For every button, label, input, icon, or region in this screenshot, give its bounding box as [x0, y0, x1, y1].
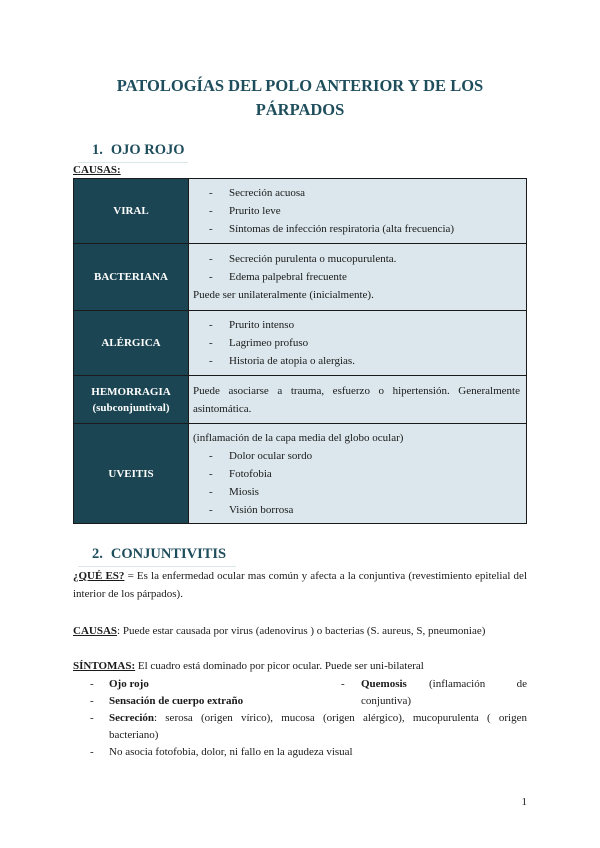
list-item: - Prurito intenso: [193, 316, 520, 334]
section-number: 2.: [92, 546, 103, 562]
symptom-cuerpo-extrano: Sensación de cuerpo extraño: [109, 695, 244, 707]
quemosis-text: (inflamación de conjuntiva): [361, 678, 527, 707]
section-underline: [78, 162, 188, 163]
table-row: [74, 424, 527, 524]
section-heading-ojo-rojo: [92, 142, 185, 159]
causas2-label: CAUSAS: [73, 625, 118, 637]
symptom-ojo-rojo: Ojo rojo: [109, 678, 149, 690]
secrecion-label: Secreción: [109, 712, 155, 724]
sintomas-paragraph: [73, 657, 527, 675]
list-item: - Edema palpebral frecuente: [193, 268, 520, 286]
section-heading-conjuntivitis: [92, 546, 226, 563]
que-es-paragraph: [73, 567, 527, 603]
list-item: - Secreción purulenta o mucopurulenta.: [193, 250, 520, 268]
list-item: - Prurito leve: [193, 202, 520, 220]
category-subtitle: (subconjuntival): [92, 401, 170, 414]
category-name: HEMORRAGIA: [91, 385, 171, 398]
que-es-text: = Es la enfermedad ocular mas común y afecta a la conjuntiva (revestimiento epitelial del interior de los párpados).: [73, 570, 527, 600]
category-cell: BACTERIANA: [74, 244, 189, 311]
description-cell: [189, 311, 527, 376]
que-es-label: ¿QUÉ ES?: [73, 570, 125, 582]
symptom-list: [73, 676, 527, 761]
description-note: (inflamación de la capa media del globo ocular): [193, 431, 404, 444]
list-item: - Miosis: [193, 483, 520, 501]
description-note: Puede ser unilateralmente (inicialmente).: [193, 289, 374, 301]
sintomas-intro: El cuadro está dominado por picor ocular. Puede ser uni-bilateral: [135, 660, 424, 672]
secrecion-text: : serosa (origen vírico), mucosa (origen alérgico), mucopurulenta ( origen bacteriano): [109, 712, 527, 741]
list-item: - Dolor ocular sordo: [193, 447, 520, 465]
causas-paragraph: [73, 622, 527, 640]
causas-label: CAUSAS:: [73, 164, 121, 176]
page-number: 1: [521, 796, 527, 808]
list-item: - Visión borrosa: [193, 501, 520, 519]
section-title: OJO ROJO: [110, 142, 185, 158]
sintomas-label: SÍNTOMAS:: [73, 660, 136, 672]
list-item: - Fotofobia: [193, 465, 520, 483]
table-row: [74, 179, 527, 244]
list-item: [73, 710, 527, 744]
table-row: [74, 311, 527, 376]
section-number: 1.: [92, 142, 103, 158]
table-row: [74, 244, 527, 311]
list-item: - No asocia fotofobia, dolor, ni fallo en la agudeza visual: [73, 744, 527, 761]
list-item: - Ojo rojo - Quemosis: [73, 676, 527, 693]
symptom-quemosis: Quemosis: [361, 678, 407, 690]
category-cell: UVEITIS: [74, 424, 189, 524]
category-cell: [74, 376, 189, 424]
description-cell: [189, 179, 527, 244]
list-item: - Lagrimeo profuso: [193, 334, 520, 352]
description-cell: [189, 424, 527, 524]
category-cell: ALÉRGICA: [74, 311, 189, 376]
list-item: - Historia de atopia o alergias.: [193, 352, 520, 370]
category-cell: VIRAL: [74, 179, 189, 244]
list-item: - Secreción acuosa: [193, 184, 520, 202]
causes-table: [73, 178, 527, 524]
section-title: CONJUNTIVITIS: [110, 546, 227, 562]
description-cell: [189, 244, 527, 311]
page-title: PATOLOGÍAS DEL POLO ANTERIOR Y DE LOS PÁRPADOS: [116, 76, 484, 119]
description-cell: Puede asociarse a trauma, esfuerzo o hipertensión. Generalmente asintomática.: [189, 376, 527, 424]
list-item: - Síntomas de infección respiratoria (alta frecuencia): [193, 220, 520, 238]
table-row: [74, 376, 527, 424]
causas2-text: : Puede estar causada por virus (adenovirus ) o bacterias (S. aureus, S, pneumoniae): [117, 625, 486, 637]
